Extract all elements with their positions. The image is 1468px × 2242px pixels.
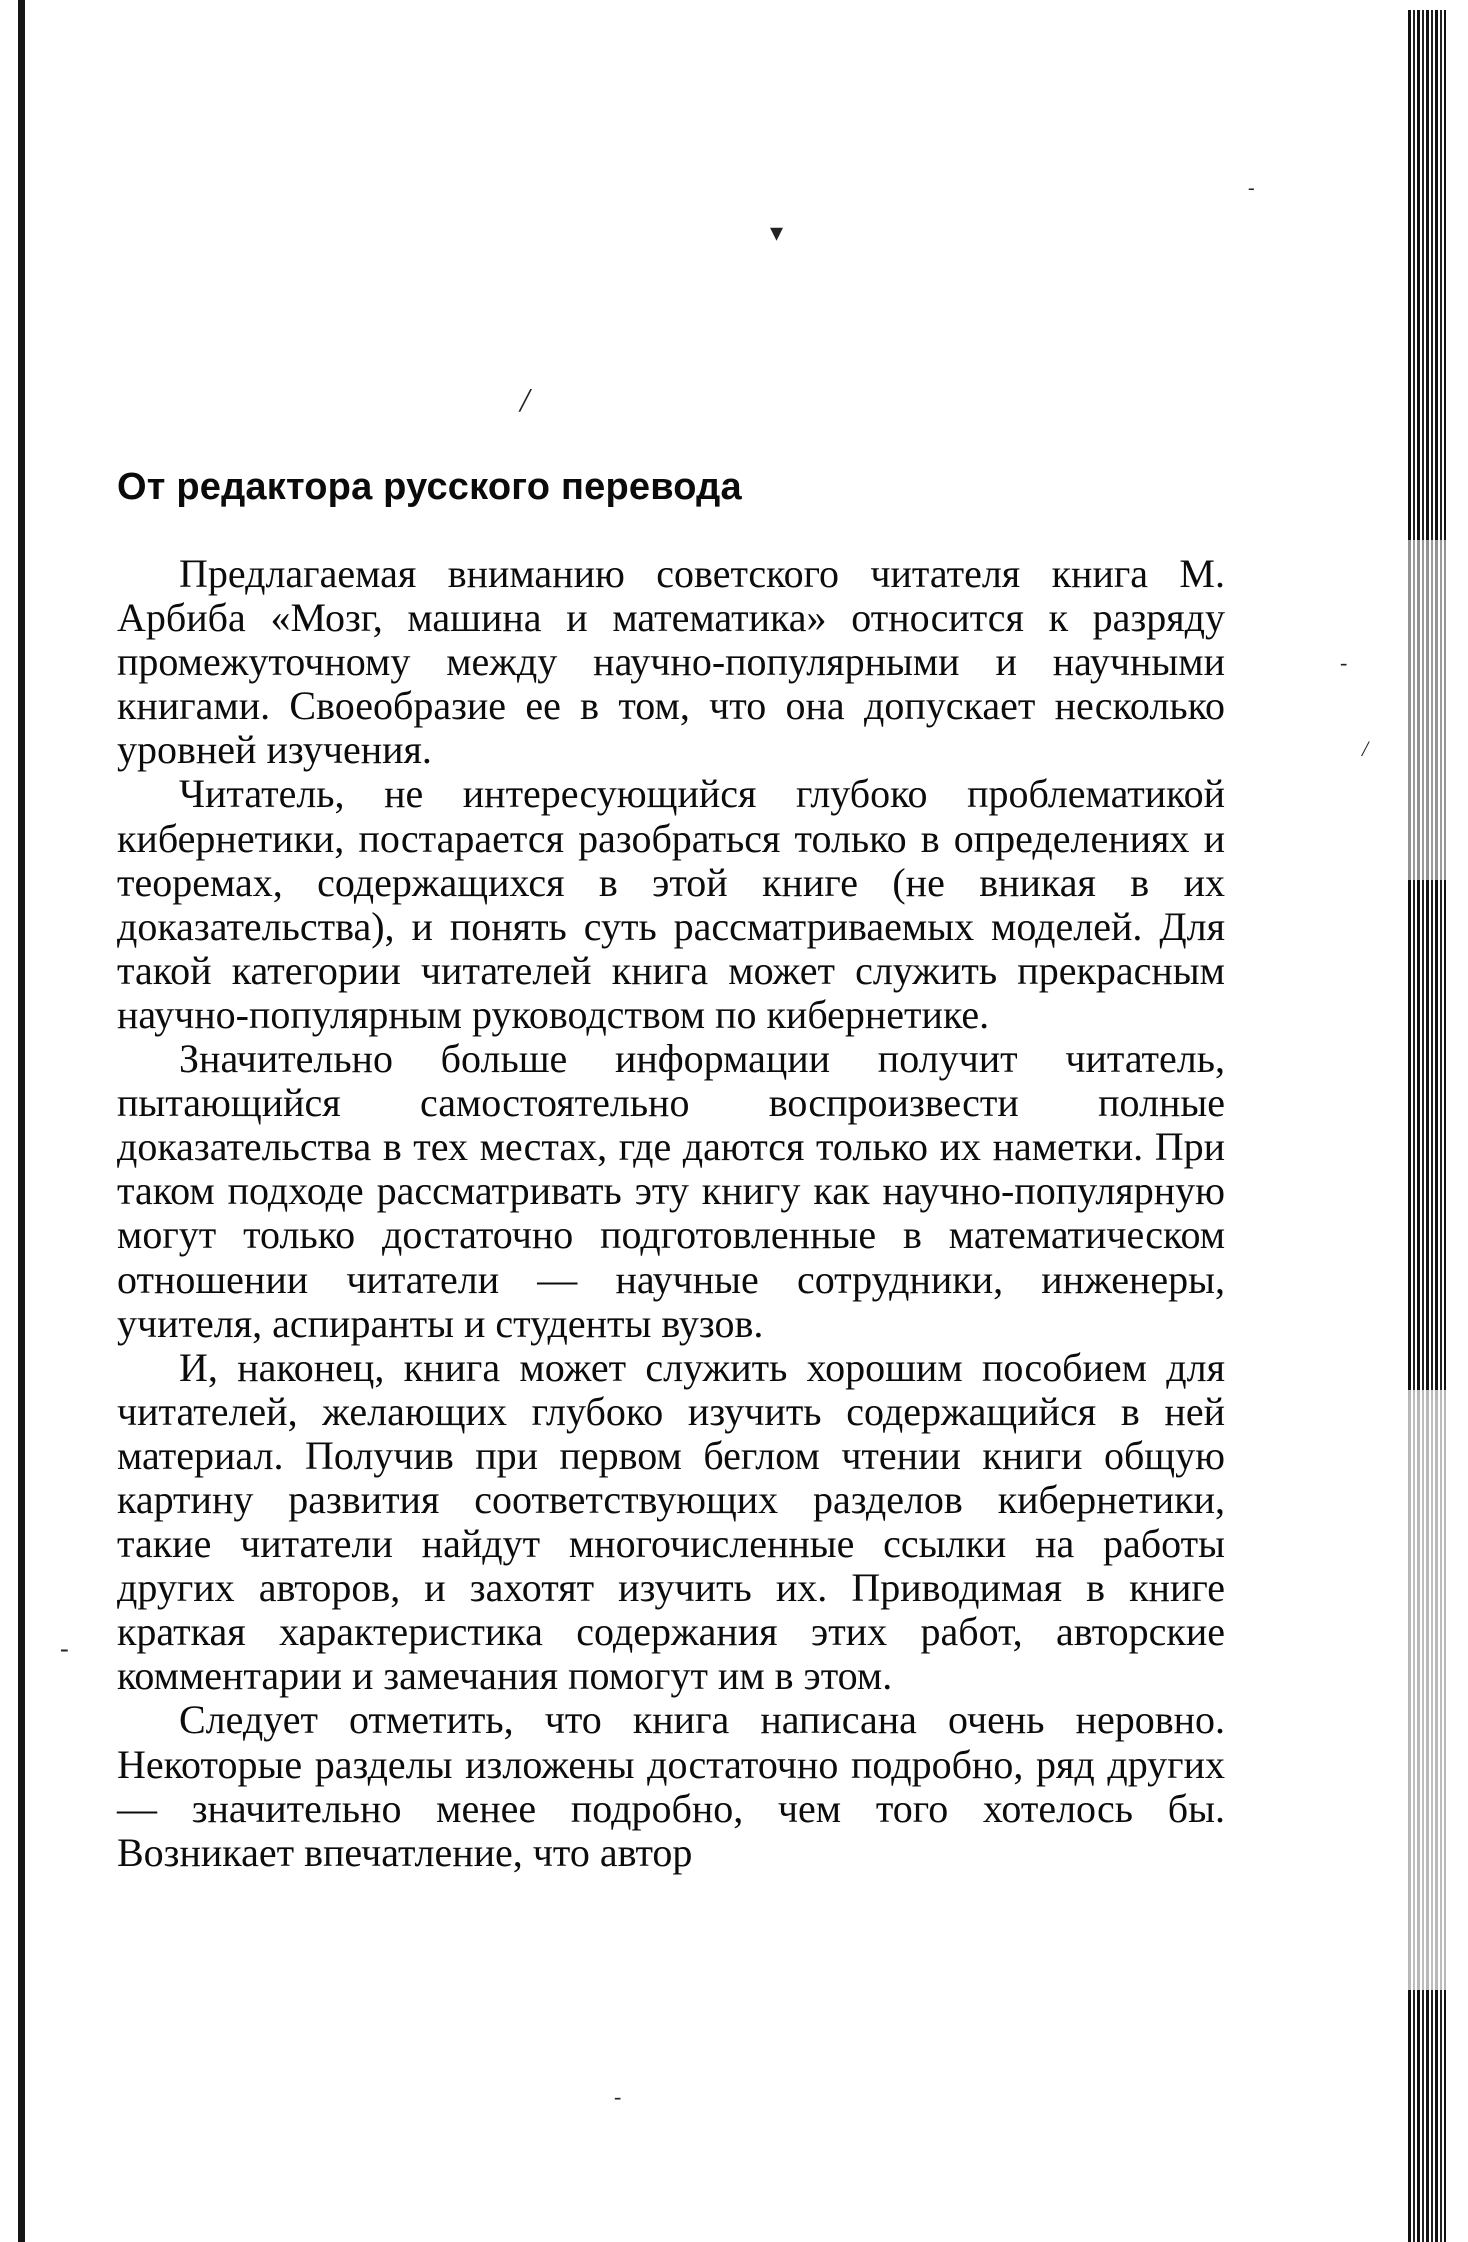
scan-speck: - bbox=[1248, 177, 1255, 199]
paragraph: И, наконец, книга может служить хорошим пособием для читателей, желающих глубоко изучить содержащийся в ней материал. Получив при первом беглом чтении книги общую картину развития соответствующих разделов кибернетики, такие читатели найдут многочисленные ссылки на работы других авторов, и захотят изучить их. Приводимая в книге краткая характеристика содержания этих работ, авторские комментарии и замечания помогут им в этом. bbox=[117, 1344, 1225, 1699]
scan-speck: - bbox=[60, 1634, 69, 1663]
body-text bbox=[117, 552, 1225, 1875]
paragraph: Читатель, не интересующийся глубоко проблематикой кибернетики, постарается разобраться только в определениях и теоремах, содержащихся в этой книге (не вникая в их доказательства), и понять суть рассматриваемых моделей. Для такой категории читателей книга может служить прекрасным научно-популярным руководством по кибернетике. bbox=[117, 771, 1225, 1037]
scan-speck: / bbox=[1362, 736, 1369, 761]
scan-speck: - bbox=[1340, 650, 1348, 675]
section-heading: От редактора русского перевода bbox=[117, 466, 742, 508]
scan-speck: ▾ bbox=[770, 218, 784, 247]
scan-left-edge bbox=[18, 0, 25, 2242]
scan-right-edge bbox=[1408, 10, 1446, 2242]
scan-speck: - bbox=[614, 2084, 622, 2109]
paragraph: Предлагаемая вниманию советского читателя книга М. Арбиба «Мозг, машина и математика» относится к разряду промежуточному между научно-популярными и научными книгами. Своеобразие ее в том, что она допускает несколько уровней изучения. bbox=[117, 551, 1225, 773]
paragraph: Значительно больше информации получит читатель, пытающийся самостоятельно воспроизвести полные доказательства в тех местах, где даются только их наметки. При таком подходе рассматривать эту книгу как научно-популярную могут только достаточно подготовленные в математическом отношении читатели — научные сотрудники, инженеры, учителя, аспиранты и студенты вузов. bbox=[117, 1036, 1225, 1346]
scan-mark: / bbox=[520, 382, 530, 419]
paragraph: Следует отметить, что книга написана очень неровно. Некоторые разделы изложены достаточно подробно, ряд других — значительно менее подробно, чем того хотелось бы. Возникает впечатление, что автор bbox=[117, 1697, 1225, 1875]
